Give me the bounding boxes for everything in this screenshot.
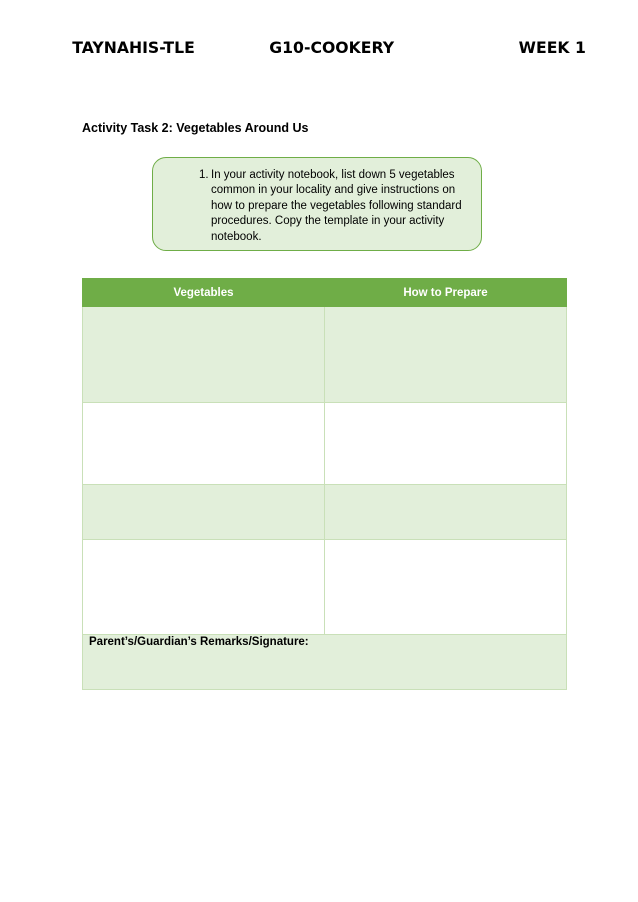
column-header-vegetables: Vegetables bbox=[83, 279, 325, 307]
preparation-cell bbox=[325, 307, 567, 403]
table-header-row bbox=[83, 279, 567, 307]
instruction-text-block bbox=[199, 168, 469, 245]
instruction-number: 1. bbox=[199, 169, 209, 181]
instruction-callout bbox=[152, 157, 482, 251]
vegetable-cell bbox=[83, 307, 325, 403]
course-label: G10-COOKERY bbox=[269, 38, 395, 57]
instruction-text: In your activity notebook, list down 5 vegetables common in your locality and give instructions on how to prepare the vegetables following standard procedures. Copy the template in your activity notebook. bbox=[211, 169, 462, 243]
table-row bbox=[83, 540, 567, 635]
column-header-how-to-prepare: How to Prepare bbox=[325, 279, 567, 307]
week-label: WEEK 1 bbox=[518, 38, 586, 57]
vegetable-cell bbox=[83, 485, 325, 540]
vegetable-cell bbox=[83, 540, 325, 635]
table-row bbox=[83, 403, 567, 485]
table-row bbox=[83, 307, 567, 403]
page-header bbox=[0, 38, 638, 62]
preparation-cell bbox=[325, 540, 567, 635]
remarks-row bbox=[83, 635, 567, 690]
preparation-cell bbox=[325, 403, 567, 485]
activity-template-table bbox=[82, 278, 567, 690]
preparation-cell bbox=[325, 485, 567, 540]
table-row bbox=[83, 485, 567, 540]
remarks-label: Parent’s/Guardian’s Remarks/Signature: bbox=[89, 636, 309, 648]
vegetable-cell bbox=[83, 403, 325, 485]
activity-title: Activity Task 2: Vegetables Around Us bbox=[82, 121, 309, 135]
school-subject-label: TAYNAHIS-TLE bbox=[72, 38, 195, 57]
remarks-cell bbox=[83, 635, 567, 690]
